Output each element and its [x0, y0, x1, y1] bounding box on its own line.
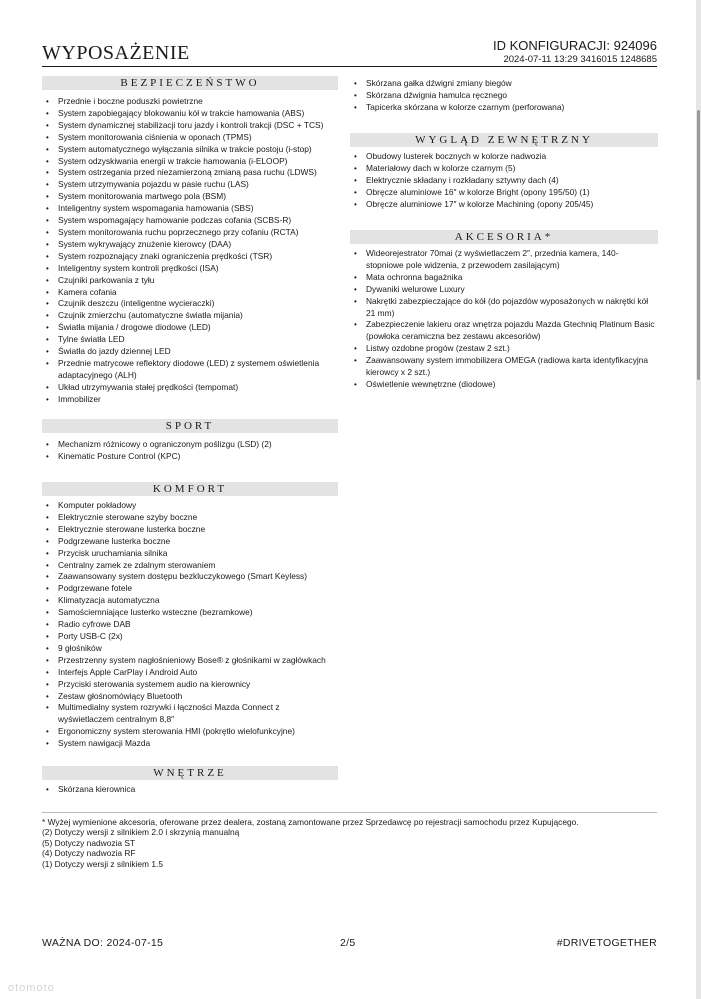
list-item: • Nakrętki zabezpieczające do kół (do pojazdów wyposażonych w nakrętki kół 21 mm) — [350, 296, 658, 320]
list-item: • Inteligentny system kontroli prędkości (ISA) — [42, 263, 338, 275]
list-item: • Kamera cofania — [42, 287, 338, 299]
item-list — [42, 500, 338, 750]
list-item: • Przednie matrycowe reflektory diodowe (LED) z systemem oświetlenia adaptacyjnego (ALH) — [42, 358, 338, 382]
list-item: • Skórzana dźwignia hamulca ręcznego — [350, 90, 658, 102]
item-list — [350, 78, 658, 114]
list-item: • System wspomagający hamowanie podczas cofania (SCBS-R) — [42, 215, 338, 227]
list-item: • Elektrycznie sterowane lusterka boczne — [42, 524, 338, 536]
list-item: • Czujnik zmierzchu (automatyczne światła mijania) — [42, 310, 338, 322]
section-wnetrze — [42, 766, 338, 796]
list-item: • Skórzana gałka dźwigni zmiany biegów — [350, 78, 658, 90]
list-item: • Obręcze aluminiowe 16″ w kolorze Bright (opony 195/50) (1) — [350, 187, 658, 199]
section-komfort — [42, 482, 338, 750]
list-item: • 9 głośników — [42, 643, 338, 655]
page-number: 2/5 — [340, 937, 356, 949]
list-item: • Inteligentny system wspomagania hamowania (SBS) — [42, 203, 338, 215]
list-item: • System wykrywający znużenie kierowcy (DAA) — [42, 239, 338, 251]
config-meta: 2024-07-11 13:29 3416015 1248685 — [503, 54, 657, 65]
list-item: • System dynamicznej stabilizacji toru jazdy i kontroli trakcji (DSC + TCS) — [42, 120, 338, 132]
list-item: • Materiałowy dach w kolorze czarnym (5) — [350, 163, 658, 175]
section-heading: BEZPIECZEŃSTWO — [42, 76, 338, 90]
list-item: • Światła mijania / drogowe diodowe (LED) — [42, 322, 338, 334]
footnotes — [42, 812, 657, 873]
list-item: • Centralny zamek ze zdalnym sterowaniem — [42, 560, 338, 572]
list-item: • Komputer pokładowy — [42, 500, 338, 512]
list-item: • System ostrzegania przed niezamierzoną zmianą pasa ruchu (LDWS) — [42, 167, 338, 179]
list-item: • Podgrzewane fotele — [42, 583, 338, 595]
section-sport — [42, 419, 338, 463]
item-list — [350, 151, 658, 211]
list-item: • Samościemniające lusterko wsteczne (bezramkowe) — [42, 607, 338, 619]
list-item: • Zaawansowany system immobilizera OMEGA (radiowa karta identyfikacyjna kierowcy x 2 szt.) — [350, 355, 658, 379]
list-item: • Mata ochronna bagażnika — [350, 272, 658, 284]
list-item: • System rozpoznający znaki ograniczenia prędkości (TSR) — [42, 251, 338, 263]
valid-until: WAŻNA DO: 2024-07-15 — [42, 937, 164, 949]
list-item: • Przestrzenny system nagłośnieniowy Bose® z głośnikami w zagłówkach — [42, 655, 338, 667]
list-item: • Układ utrzymywania stałej prędkości (tempomat) — [42, 382, 338, 394]
header-divider — [42, 66, 657, 67]
list-item: • Multimedialny system rozrywki i łączności Mazda Connect z wyświetlaczem centralnym 8,8″ — [42, 702, 338, 726]
watermark-logo: otomoto — [8, 982, 55, 994]
footnote: (2) Dotyczy wersji z silnikiem 2.0 i skrzynią manualną — [42, 827, 240, 838]
item-list — [42, 439, 338, 463]
section-heading: AKCESORIA* — [350, 230, 658, 244]
section-heading: KOMFORT — [42, 482, 338, 496]
footnote: * Wyżej wymienione akcesoria, oferowane przez dealera, zostaną zamontowane przez Sprzedawcę po rejestracji samochodu przez Kupującego. — [42, 817, 579, 827]
list-item: • Elektrycznie składany i rozkładany sztywny dach (4) — [350, 175, 658, 187]
list-item: • Interfejs Apple CarPlay i Android Auto — [42, 667, 338, 679]
item-list — [350, 248, 658, 391]
list-item: • Klimatyzacja automatyczna — [42, 595, 338, 607]
section-wnetrze-continued — [350, 78, 658, 114]
list-item: • Obudowy lusterek bocznych w kolorze nadwozia — [350, 151, 658, 163]
list-item: • System monitorowania martwego pola (BSM) — [42, 191, 338, 203]
list-item: • Zaawansowany system dostępu bezkluczykowego (Smart Keyless) — [42, 571, 338, 583]
list-item: • Porty USB-C (2x) — [42, 631, 338, 643]
list-item: • Tapicerka skórzana w kolorze czarnym (perforowana) — [350, 102, 658, 114]
list-item: • System monitorowania ruchu poprzecznego przy cofaniu (RCTA) — [42, 227, 338, 239]
item-list — [42, 784, 338, 796]
list-item: • System monitorowania ciśnienia w oponach (TPMS) — [42, 132, 338, 144]
list-item: • Kinematic Posture Control (KPC) — [42, 451, 338, 463]
scrollbar[interactable] — [696, 0, 701, 999]
list-item: • Światła do jazdy dziennej LED — [42, 346, 338, 358]
list-item: • Czujnik deszczu (inteligentne wycieraczki) — [42, 298, 338, 310]
footnote: (4) Dotyczy nadwozia RF — [42, 848, 136, 859]
section-heading: SPORT — [42, 419, 338, 433]
list-item: • Listwy ozdobne progów (zestaw 2 szt.) — [350, 343, 658, 355]
list-item: • Dywaniki welurowe Luxury — [350, 284, 658, 296]
list-item: • Tylne światła LED — [42, 334, 338, 346]
section-bezpieczenstwo — [42, 76, 338, 406]
list-item: • Mechanizm różnicowy o ograniczonym poślizgu (LSD) (2) — [42, 439, 338, 451]
list-item: • Ergonomiczny system sterowania HMI (pokrętło wielofunkcyjne) — [42, 726, 338, 738]
list-item: • Elektrycznie sterowane szyby boczne — [42, 512, 338, 524]
list-item: • Przednie i boczne poduszki powietrzne — [42, 96, 338, 108]
footnote: (1) Dotyczy wersji z silnikiem 1.5 — [42, 858, 163, 869]
page-title: WYPOSAŻENIE — [42, 42, 190, 64]
section-wyglad-zewnetrzny — [350, 133, 658, 211]
item-list — [42, 96, 338, 406]
list-item: • Oświetlenie wewnętrzne (diodowe) — [350, 379, 658, 391]
list-item: • Wideorejestrator 70mai (z wyświetlaczem 2″, przednia kamera, 140-stopniowe pole widzenia, z przewodem zasilającym) — [350, 248, 658, 272]
list-item: • Czujniki parkowania z tyłu — [42, 275, 338, 287]
list-item: • System automatycznego wyłączania silnika w trakcie postoju (i-stop) — [42, 144, 338, 156]
list-item: • Podgrzewane lusterka boczne — [42, 536, 338, 548]
section-heading: WNĘTRZE — [42, 766, 338, 780]
hashtag: #DRIVETOGETHER — [556, 937, 657, 949]
config-id: ID KONFIGURACJI: 924096 — [493, 38, 657, 53]
list-item: • Przyciski sterowania systemem audio na kierownicy — [42, 679, 338, 691]
footnote: (5) Dotyczy nadwozia ST — [42, 837, 136, 848]
section-heading: WYGLĄD ZEWNĘTRZNY — [350, 133, 658, 147]
list-item: • Przycisk uruchamiania silnika — [42, 548, 338, 560]
list-item: • System utrzymywania pojazdu w pasie ruchu (LAS) — [42, 179, 338, 191]
section-akcesoria — [350, 230, 658, 391]
list-item: • Obręcze aluminiowe 17″ w kolorze Machining (opony 205/45) — [350, 199, 658, 211]
list-item: • Skórzana kierownica — [42, 784, 338, 796]
list-item: • Radio cyfrowe DAB — [42, 619, 338, 631]
list-item: • System odzyskiwania energii w trakcie hamowania (i-ELOOP) — [42, 156, 338, 168]
scrollbar-thumb[interactable] — [697, 110, 700, 380]
list-item: • Zabezpieczenie lakieru oraz wnętrza pojazdu Mazda Gtechniq Platinum Basic (powłoka ceramiczna bez zestawu akcesoriów) — [350, 319, 658, 343]
list-item: • System nawigacji Mazda — [42, 738, 338, 750]
list-item: • Immobilizer — [42, 394, 338, 406]
list-item: • System zapobiegający blokowaniu kół w trakcie hamowania (ABS) — [42, 108, 338, 120]
list-item: • Zestaw głośnomówiący Bluetooth — [42, 691, 338, 703]
